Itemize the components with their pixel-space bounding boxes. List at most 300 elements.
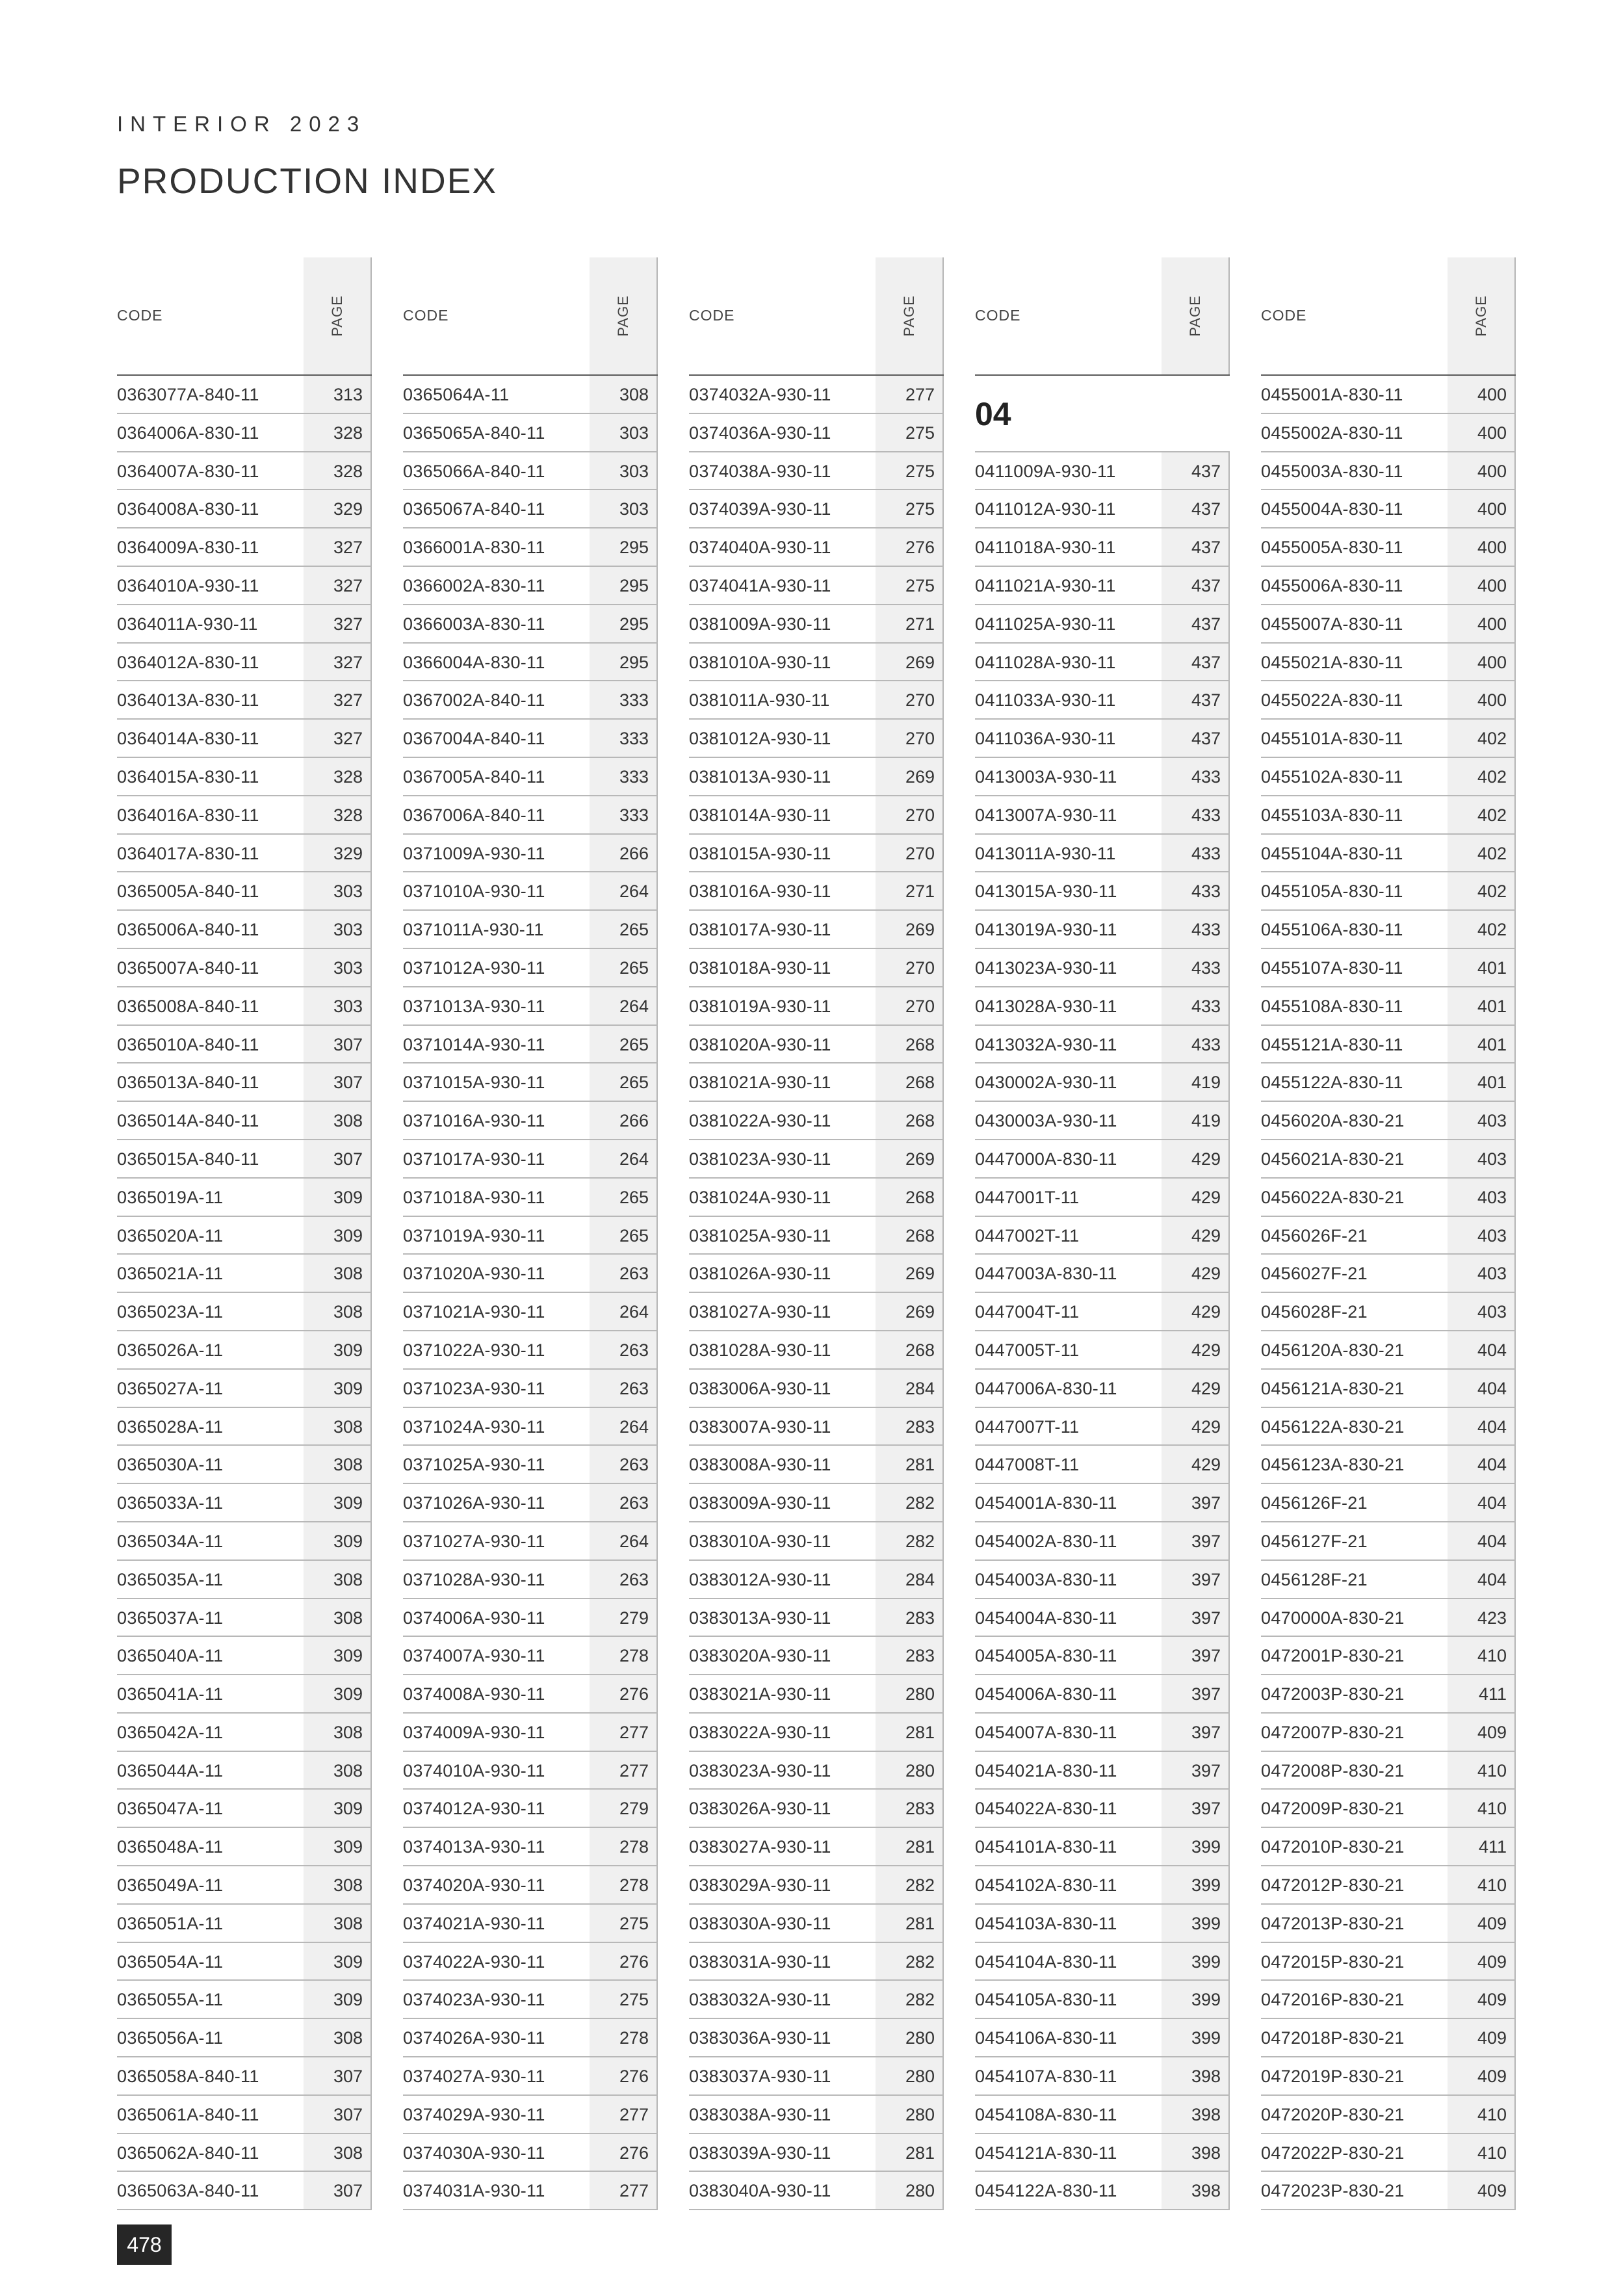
product-code: 0456126F-21 — [1261, 1493, 1368, 1513]
product-code: 0381017A-930-11 — [689, 920, 831, 940]
product-code: 0374036A-930-11 — [689, 423, 831, 443]
product-code: 0374030A-930-11 — [403, 2143, 545, 2163]
product-code: 0381022A-930-11 — [689, 1111, 831, 1131]
page-ref: 309 — [304, 1981, 372, 2018]
product-code: 0472001P-830-21 — [1261, 1646, 1405, 1666]
page-ref: 313 — [304, 376, 372, 413]
table-row — [689, 1484, 944, 1522]
page-ref: 429 — [1162, 1408, 1230, 1445]
table-row — [975, 1293, 1230, 1331]
page-ref: 308 — [304, 1905, 372, 1942]
table-row — [403, 1561, 658, 1599]
page-ref: 433 — [1162, 1026, 1230, 1063]
page-ref: 308 — [590, 376, 658, 413]
table-row — [689, 2096, 944, 2134]
product-code: 0455102A-830-11 — [1261, 766, 1403, 787]
product-code: 0365065A-840-11 — [403, 423, 545, 443]
product-code: 0365040A-11 — [117, 1646, 224, 1666]
product-code: 0374006A-930-11 — [403, 1608, 545, 1628]
product-code: 0383013A-930-11 — [689, 1608, 831, 1628]
table-row — [117, 1905, 372, 1943]
product-code: 0455004A-830-11 — [1261, 499, 1403, 519]
page-ref: 264 — [590, 1293, 658, 1330]
product-code: 0383038A-930-11 — [689, 2104, 831, 2124]
table-row — [117, 1675, 372, 1714]
product-code: 0456026F-21 — [1261, 1225, 1368, 1246]
table-row — [1261, 414, 1516, 452]
table-row — [689, 452, 944, 491]
table-row — [1261, 911, 1516, 949]
product-code: 0371027A-930-11 — [403, 1531, 545, 1551]
page-ref: 404 — [1448, 1408, 1516, 1445]
table-row — [975, 758, 1230, 796]
table-row — [975, 1370, 1230, 1408]
page-ref: 437 — [1162, 528, 1230, 566]
page-ref: 280 — [876, 1675, 944, 1712]
table-row — [975, 490, 1230, 528]
table-row — [117, 1370, 372, 1408]
page-ref: 276 — [590, 2057, 658, 2094]
table-row — [975, 2172, 1230, 2210]
product-code: 0374020A-930-11 — [403, 1875, 545, 1896]
table-row — [117, 1522, 372, 1561]
page-ref: 282 — [876, 1866, 944, 1903]
table-row — [689, 1905, 944, 1943]
table-row — [1261, 1217, 1516, 1255]
product-code: 0472013P-830-21 — [1261, 1913, 1405, 1933]
product-code: 0454022A-830-11 — [975, 1799, 1117, 1819]
product-code: 0454104A-830-11 — [975, 1951, 1117, 1972]
table-row — [689, 911, 944, 949]
product-code: 0383009A-930-11 — [689, 1493, 831, 1513]
table-row — [117, 949, 372, 987]
table-row — [975, 1255, 1230, 1293]
page-ref: 282 — [876, 1981, 944, 2018]
table-row — [689, 796, 944, 835]
product-code: 0371017A-930-11 — [403, 1149, 545, 1169]
table-row — [1261, 2096, 1516, 2134]
page-ref: 282 — [876, 1943, 944, 1980]
page-ref: 308 — [304, 1752, 372, 1789]
product-code: 0364012A-830-11 — [117, 652, 259, 672]
table-row — [117, 490, 372, 528]
table-row — [117, 835, 372, 873]
product-code: 0374013A-930-11 — [403, 1837, 545, 1857]
page-ref: 437 — [1162, 644, 1230, 681]
product-code: 0365023A-11 — [117, 1302, 224, 1322]
product-code: 0472009P-830-21 — [1261, 1799, 1405, 1819]
table-row — [689, 2019, 944, 2057]
page-ref: 266 — [590, 835, 658, 872]
table-row — [117, 376, 372, 414]
product-code: 0365005A-840-11 — [117, 881, 259, 902]
product-code: 0365048A-11 — [117, 1837, 224, 1857]
product-code: 0455103A-830-11 — [1261, 805, 1403, 825]
table-row — [1261, 1446, 1516, 1484]
table-row — [689, 644, 944, 682]
product-code: 0381027A-930-11 — [689, 1302, 831, 1322]
product-code: 0472018P-830-21 — [1261, 2028, 1405, 2048]
page-ref: 269 — [876, 911, 944, 948]
page-ref: 295 — [590, 644, 658, 681]
product-code: 0456121A-830-21 — [1261, 1378, 1405, 1398]
product-code: 0472019P-830-21 — [1261, 2067, 1405, 2087]
page-ref: 275 — [876, 490, 944, 527]
product-code: 0374022A-930-11 — [403, 1951, 545, 1972]
table-row — [403, 644, 658, 682]
product-code: 0371018A-930-11 — [403, 1187, 545, 1207]
product-code: 0383030A-930-11 — [689, 1913, 831, 1933]
page-ref: 397 — [1162, 1790, 1230, 1827]
product-code: 0367002A-840-11 — [403, 690, 545, 711]
page-ref: 307 — [304, 2057, 372, 2094]
page-ref: 404 — [1448, 1484, 1516, 1521]
table-row — [689, 1714, 944, 1752]
page-ref: 402 — [1448, 911, 1516, 948]
table-row — [975, 911, 1230, 949]
page-ref: 307 — [304, 1140, 372, 1177]
page-ref: 275 — [590, 1981, 658, 2018]
product-code: 0371015A-930-11 — [403, 1073, 545, 1093]
page-ref: 275 — [590, 1905, 658, 1942]
table-row — [1261, 796, 1516, 835]
product-code: 0383023A-930-11 — [689, 1760, 831, 1781]
product-code: 0455005A-830-11 — [1261, 538, 1403, 558]
page-ref: 270 — [876, 720, 944, 757]
product-code: 0364015A-830-11 — [117, 766, 259, 787]
page-ref: 264 — [590, 1408, 658, 1445]
product-code: 0374009A-930-11 — [403, 1722, 545, 1742]
product-code: 0455003A-830-11 — [1261, 461, 1403, 481]
product-code: 0371028A-930-11 — [403, 1569, 545, 1589]
page-ref: 308 — [304, 1866, 372, 1903]
page-ref: 271 — [876, 605, 944, 642]
product-code: 0365062A-840-11 — [117, 2143, 259, 2163]
page-ref: 410 — [1448, 1752, 1516, 1789]
table-row — [975, 1331, 1230, 1370]
table-row — [1261, 567, 1516, 605]
table-row — [1261, 758, 1516, 796]
page-ref: 275 — [876, 452, 944, 489]
page-ref: 309 — [304, 1675, 372, 1712]
page-ref: 398 — [1162, 2096, 1230, 2133]
page-ref: 433 — [1162, 796, 1230, 833]
product-code: 0381025A-930-11 — [689, 1225, 831, 1246]
table-row — [403, 452, 658, 491]
page-ref: 437 — [1162, 681, 1230, 718]
page-ref: 270 — [876, 835, 944, 872]
product-code: 0365010A-840-11 — [117, 1034, 259, 1054]
table-row — [117, 681, 372, 720]
page-ref: 270 — [876, 796, 944, 833]
table-row — [689, 1866, 944, 1905]
table-row — [117, 1140, 372, 1179]
table-row — [975, 1522, 1230, 1561]
page-ref: 303 — [304, 949, 372, 986]
product-code: 0364008A-830-11 — [117, 499, 259, 519]
page-ref: 309 — [304, 1637, 372, 1674]
product-code: 0413003A-930-11 — [975, 766, 1117, 787]
page-ref: 397 — [1162, 1752, 1230, 1789]
table-row — [689, 2057, 944, 2096]
product-code: 0455121A-830-11 — [1261, 1034, 1403, 1054]
table-row — [975, 1828, 1230, 1866]
product-code: 0371014A-930-11 — [403, 1034, 545, 1054]
product-code: 0371013A-930-11 — [403, 996, 545, 1016]
product-code: 0365056A-11 — [117, 2028, 224, 2048]
code-header: CODE — [403, 307, 449, 324]
table-row — [689, 1599, 944, 1637]
page-ref: 307 — [304, 2096, 372, 2133]
product-code: 0383027A-930-11 — [689, 1837, 831, 1857]
product-code: 0383012A-930-11 — [689, 1569, 831, 1589]
page-header: PAGE — [1186, 295, 1203, 337]
page-ref: 403 — [1448, 1102, 1516, 1139]
page-ref: 270 — [876, 681, 944, 718]
page-ref: 399 — [1162, 1905, 1230, 1942]
table-row — [689, 987, 944, 1026]
product-code: 0455022A-830-11 — [1261, 690, 1403, 711]
table-row — [975, 2134, 1230, 2172]
page-ref: 333 — [590, 681, 658, 718]
table-row — [975, 567, 1230, 605]
page-ref: 265 — [590, 949, 658, 986]
page-ref: 308 — [304, 1102, 372, 1139]
column-header — [1261, 257, 1516, 376]
page-ref: 437 — [1162, 452, 1230, 489]
page-ref: 397 — [1162, 1599, 1230, 1636]
product-code: 0455104A-830-11 — [1261, 843, 1403, 863]
page-ref: 409 — [1448, 1981, 1516, 2018]
product-code: 0374031A-930-11 — [403, 2181, 545, 2201]
product-code: 0470000A-830-21 — [1261, 1608, 1405, 1628]
product-code: 0381014A-930-11 — [689, 805, 831, 825]
table-row — [689, 1790, 944, 1828]
table-row — [117, 872, 372, 911]
product-code: 0381012A-930-11 — [689, 729, 831, 749]
table-row — [403, 490, 658, 528]
product-code: 0411012A-930-11 — [975, 499, 1116, 519]
page-ref: 277 — [876, 376, 944, 413]
product-code: 0365061A-840-11 — [117, 2104, 259, 2124]
page-ref: 309 — [304, 1370, 372, 1407]
table-row — [403, 1981, 658, 2019]
page-ref: 284 — [876, 1370, 944, 1407]
product-code: 0365028A-11 — [117, 1416, 224, 1437]
page-ref: 263 — [590, 1370, 658, 1407]
page-ref: 433 — [1162, 911, 1230, 948]
product-code: 0454005A-830-11 — [975, 1646, 1117, 1666]
table-row — [975, 1561, 1230, 1599]
product-code: 0472016P-830-21 — [1261, 1990, 1405, 2010]
table-row — [1261, 681, 1516, 720]
page-ref: 403 — [1448, 1140, 1516, 1177]
page-ref: 276 — [876, 528, 944, 566]
table-row — [117, 1446, 372, 1484]
page-ref: 263 — [590, 1561, 658, 1598]
table-row — [689, 1331, 944, 1370]
product-code: 0381010A-930-11 — [689, 652, 831, 672]
table-row — [975, 528, 1230, 567]
page-ref: 399 — [1162, 2019, 1230, 2056]
table-row — [403, 872, 658, 911]
table-row — [975, 1408, 1230, 1446]
table-row — [1261, 1943, 1516, 1981]
table-row — [689, 2172, 944, 2210]
product-code: 0365026A-11 — [117, 1340, 224, 1360]
product-code: 0454001A-830-11 — [975, 1493, 1117, 1513]
page-ref: 399 — [1162, 1943, 1230, 1980]
page-ref: 309 — [304, 1179, 372, 1216]
product-code: 0381011A-930-11 — [689, 690, 830, 711]
table-row — [117, 1561, 372, 1599]
index-column — [1261, 257, 1516, 2210]
product-code: 0447007T-11 — [975, 1416, 1080, 1437]
product-code: 0371011A-930-11 — [403, 920, 544, 940]
page-ref: 402 — [1448, 835, 1516, 872]
table-row — [403, 1484, 658, 1522]
page-ref: 283 — [876, 1599, 944, 1636]
page-ref: 264 — [590, 872, 658, 909]
table-row — [1261, 949, 1516, 987]
table-row — [975, 796, 1230, 835]
table-row — [975, 1446, 1230, 1484]
product-code: 0411033A-930-11 — [975, 690, 1116, 711]
page-ref: 409 — [1448, 1714, 1516, 1751]
page-ref: 279 — [590, 1599, 658, 1636]
page-ref: 398 — [1162, 2057, 1230, 2094]
table-row — [403, 1866, 658, 1905]
product-code: 0447001T-11 — [975, 1187, 1080, 1207]
table-row — [117, 987, 372, 1026]
product-code: 0365030A-11 — [117, 1455, 224, 1475]
table-row — [689, 1293, 944, 1331]
table-row — [403, 605, 658, 644]
table-row — [403, 1217, 658, 1255]
product-code: 0365055A-11 — [117, 1990, 224, 2010]
table-row — [117, 528, 372, 567]
table-row — [975, 835, 1230, 873]
table-row — [403, 720, 658, 758]
product-code: 0411021A-930-11 — [975, 575, 1116, 595]
page-ref: 308 — [304, 2019, 372, 2056]
page-ref: 409 — [1448, 2057, 1516, 2094]
page-ref: 265 — [590, 1063, 658, 1101]
product-code: 0364013A-830-11 — [117, 690, 259, 711]
table-row — [689, 1446, 944, 1484]
table-row — [403, 1293, 658, 1331]
product-code: 0366004A-830-11 — [403, 652, 545, 672]
page-ref: 278 — [590, 2019, 658, 2056]
table-row — [117, 414, 372, 452]
table-row — [117, 1063, 372, 1102]
table-row — [689, 681, 944, 720]
product-code: 0365014A-840-11 — [117, 1111, 259, 1131]
product-code: 0365044A-11 — [117, 1760, 224, 1781]
product-code: 0472015P-830-21 — [1261, 1951, 1405, 1972]
page-ref: 281 — [876, 1714, 944, 1751]
table-row — [403, 1331, 658, 1370]
table-row — [689, 1102, 944, 1140]
page-ref: 433 — [1162, 758, 1230, 795]
product-code: 0366001A-830-11 — [403, 538, 545, 558]
page-ref: 303 — [304, 911, 372, 948]
section-heading-row — [975, 376, 1230, 452]
table-row — [975, 1790, 1230, 1828]
product-code: 0454002A-830-11 — [975, 1531, 1117, 1551]
column-header — [689, 257, 944, 376]
table-row — [975, 1063, 1230, 1102]
page-ref: 281 — [876, 1446, 944, 1483]
page-ref: 402 — [1448, 796, 1516, 833]
product-code: 0365035A-11 — [117, 1569, 224, 1589]
page-ref: 328 — [304, 796, 372, 833]
product-code: 0365041A-11 — [117, 1684, 224, 1704]
product-code: 0365049A-11 — [117, 1875, 224, 1896]
page-ref: 282 — [876, 1522, 944, 1559]
page-ref: 328 — [304, 452, 372, 489]
product-code: 0374008A-930-11 — [403, 1684, 545, 1704]
page-ref: 283 — [876, 1408, 944, 1445]
table-row — [403, 1714, 658, 1752]
table-row — [689, 1026, 944, 1064]
page-ref: 400 — [1448, 681, 1516, 718]
table-row — [689, 758, 944, 796]
product-code: 0371010A-930-11 — [403, 881, 545, 902]
page-ref: 270 — [876, 987, 944, 1024]
product-code: 0374032A-930-11 — [689, 385, 831, 404]
index-column — [689, 257, 944, 2210]
table-row — [975, 1217, 1230, 1255]
table-row — [117, 911, 372, 949]
page-header: PAGE — [1472, 295, 1489, 337]
page-ref: 403 — [1448, 1179, 1516, 1216]
product-code: 0381015A-930-11 — [689, 843, 831, 863]
table-row — [117, 758, 372, 796]
product-code: 0371016A-930-11 — [403, 1111, 545, 1131]
product-code: 0365013A-840-11 — [117, 1073, 259, 1093]
product-code: 0383006A-930-11 — [689, 1378, 831, 1398]
page-ref: 264 — [590, 1140, 658, 1177]
page-ref: 409 — [1448, 2019, 1516, 2056]
table-row — [689, 720, 944, 758]
product-code: 0371026A-930-11 — [403, 1493, 545, 1513]
page-ref: 401 — [1448, 1063, 1516, 1101]
page-ref: 400 — [1448, 644, 1516, 681]
table-row — [403, 1408, 658, 1446]
table-row — [1261, 1981, 1516, 2019]
page-ref: 278 — [590, 1637, 658, 1674]
page-ref: 265 — [590, 1217, 658, 1254]
product-code: 0455106A-830-11 — [1261, 920, 1403, 940]
product-code: 0365006A-840-11 — [117, 920, 259, 940]
page-ref: 397 — [1162, 1522, 1230, 1559]
product-code: 0371022A-930-11 — [403, 1340, 545, 1360]
product-code: 0413028A-930-11 — [975, 996, 1117, 1016]
page-header: PAGE — [614, 295, 631, 337]
product-code: 0381013A-930-11 — [689, 766, 831, 787]
table-row — [117, 1255, 372, 1293]
product-code: 0454122A-830-11 — [975, 2181, 1117, 2201]
page-ref: 307 — [304, 1063, 372, 1101]
page-ref: 410 — [1448, 2134, 1516, 2171]
page-ref: 308 — [304, 1714, 372, 1751]
table-row — [689, 1370, 944, 1408]
product-code: 0411025A-930-11 — [975, 614, 1116, 634]
page-ref: 295 — [590, 528, 658, 566]
table-row — [117, 2057, 372, 2096]
product-code: 0447008T-11 — [975, 1455, 1080, 1475]
